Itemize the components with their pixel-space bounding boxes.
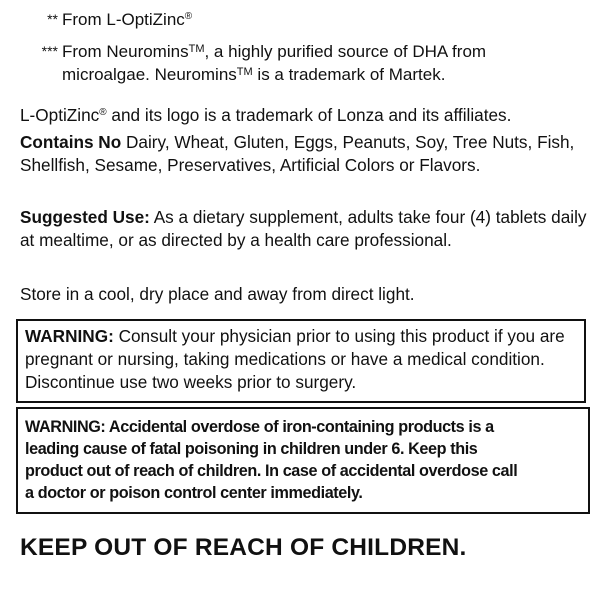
registered-symbol: ® bbox=[99, 107, 107, 118]
allergen-statement bbox=[20, 131, 588, 177]
warning-text: Consult your physician prior to using this product if you are pregnant or nursing, taking medications or have a medical condition. Discontinue use two weeks prior to surgery. bbox=[25, 326, 565, 392]
warning-iron-line: WARNING: Accidental overdose of iron-containing products is a bbox=[25, 418, 494, 436]
trademark-brand: L-OptiZinc bbox=[20, 105, 100, 125]
allergen-text: Dairy, Wheat, Gluten, Eggs, Peanuts, Soy, Tree Nuts, Fish, Shellfish, Sesame, Preservatives, Artificial Colors or Flavors. bbox=[20, 132, 575, 175]
footnote-optizinc bbox=[20, 8, 590, 31]
warning-iron-box bbox=[16, 407, 590, 514]
footnote-text-a: From Neuromins bbox=[62, 42, 189, 61]
trademark-text: and its logo is a trademark of Lonza and its affiliates. bbox=[106, 105, 512, 125]
trademark-symbol: TM bbox=[188, 43, 205, 55]
keep-out-of-reach-heading: KEEP OUT OF REACH OF CHILDREN. bbox=[20, 534, 467, 561]
storage-instructions: Store in a cool, dry place and away from direct light. bbox=[20, 284, 415, 304]
warning-iron-line: a doctor or poison control center immediately. bbox=[25, 484, 363, 502]
footnote-marker: *** bbox=[41, 43, 58, 59]
warning-label: WARNING: bbox=[25, 326, 114, 346]
suggested-use-text: As a dietary supplement, adults take four (4) tablets daily at mealtime, or as directed by a health care professional. bbox=[20, 207, 587, 250]
registered-symbol: ® bbox=[184, 11, 193, 22]
suggested-use-label: Suggested Use: bbox=[20, 207, 150, 227]
footnote-text: From L-OptiZinc bbox=[62, 10, 185, 29]
trademark-symbol: TM bbox=[236, 66, 253, 78]
footnote-marker: ** bbox=[47, 11, 58, 27]
allergen-label: Contains No bbox=[20, 132, 122, 152]
warning-iron-line: leading cause of fatal poisoning in children under 6. Keep this bbox=[25, 440, 478, 458]
footnote-text-c: microalgae. Neuromins bbox=[62, 65, 237, 84]
suggested-use bbox=[20, 206, 588, 252]
trademark-notice bbox=[20, 104, 588, 127]
warning-physician-box bbox=[16, 319, 586, 403]
footnote-neuromins bbox=[20, 40, 590, 86]
footnote-text-b: , a highly purified source of DHA from bbox=[204, 42, 487, 61]
warning-iron-line: product out of reach of children. In case of accidental overdose call bbox=[25, 462, 518, 480]
footnote-text-d: is a trademark of Martek. bbox=[252, 65, 446, 84]
